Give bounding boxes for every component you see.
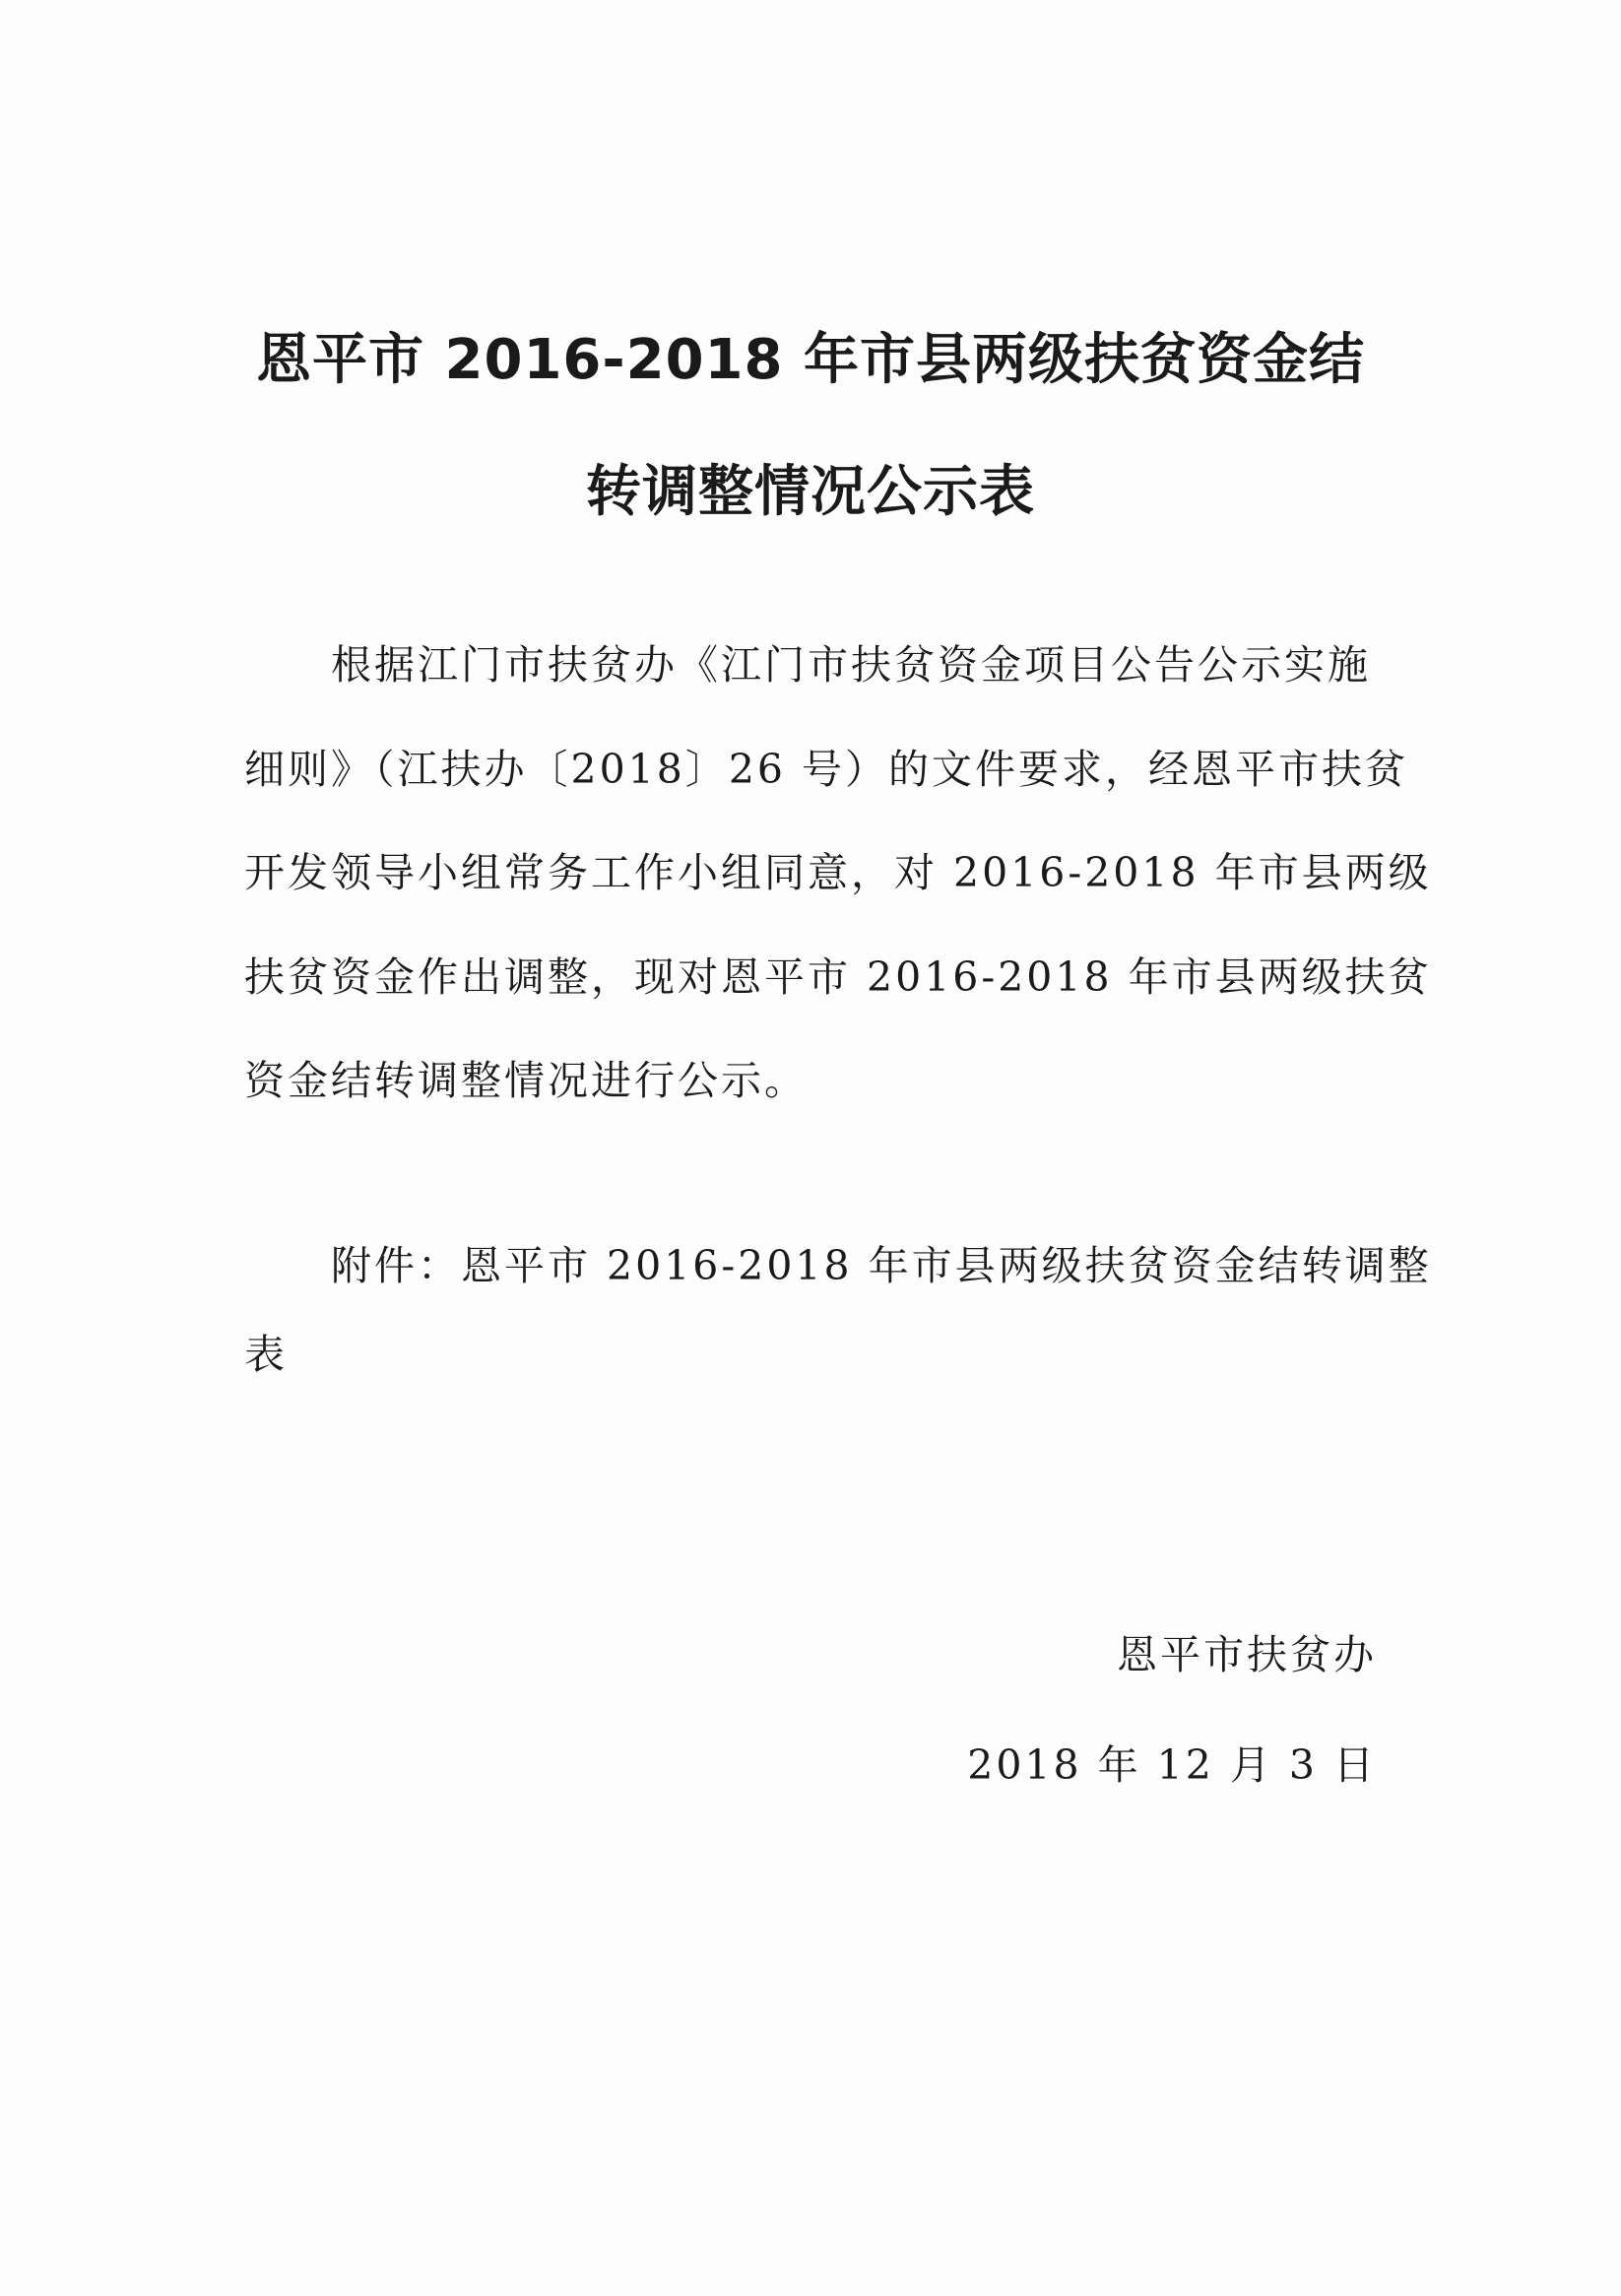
attachment-line-2: 表 [244,1331,288,1378]
body-line-4: 扶贫资金作出调整，现对恩平市 2016-2018 年市县两级扶贫 [244,953,1432,1001]
signature-date: 2018 年 12 月 3 日 [967,1741,1377,1789]
signature-organization: 恩平市扶贫办 [1117,1631,1377,1678]
body-line-1: 根据江门市扶贫办《江门市扶贫资金项目公告公示实施 [331,641,1371,689]
attachment-line-1: 附件：恩平市 2016-2018 年市县两级扶贫资金结转调整 [331,1242,1432,1289]
document-title-line-1: 恩平市 2016-2018 年市县两级扶贫资金结 [256,328,1365,392]
body-line-2: 细则》（江扶办〔2018〕26 号）的文件要求，经恩平市扶贫 [244,746,1409,793]
document-title-line-2: 转调整情况公示表 [586,460,1035,524]
body-line-5: 资金结转调整情况进行公示。 [244,1057,808,1104]
body-line-3: 开发领导小组常务工作小组同意，对 2016-2018 年市县两级 [244,849,1432,896]
